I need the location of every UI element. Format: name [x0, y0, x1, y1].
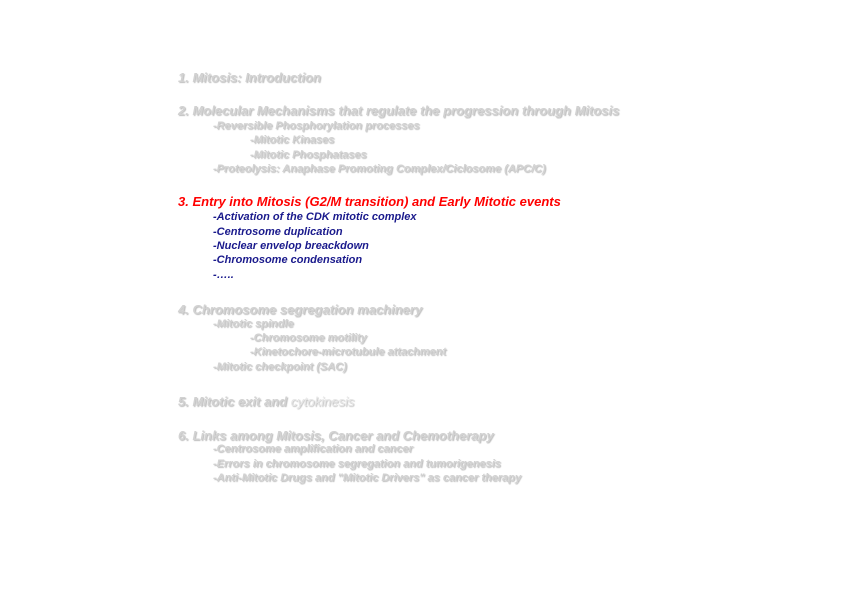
section-2-subitem: -Mitotic Phosphatases	[250, 149, 367, 161]
section-6-heading: 6. Links among Mitosis, Cancer and Chemotherapy	[178, 428, 494, 443]
section-4-heading: 4. Chromosome segregation machinery	[178, 302, 423, 317]
section-3-heading: 3. Entry into Mitosis (G2/M transition) and Early Mitotic events	[178, 194, 561, 209]
section-5-heading-text: 5. Mitotic exit and	[178, 394, 291, 409]
section-4-item: -Mitotic checkpoint (SAC)	[213, 361, 347, 373]
section-3-item: -Centrosome duplication	[213, 226, 343, 238]
section-1-heading: 1. Mitosis: Introduction	[178, 70, 321, 85]
section-2-item: -Reversible Phosphorylation processes	[213, 120, 420, 132]
section-4-subitem: -Kinetochore-microtubule attachment	[250, 346, 447, 358]
section-6-item: -Errors in chromosome segregation and tumorigenesis	[213, 458, 501, 470]
section-3-item: -Activation of the CDK mitotic complex	[213, 211, 417, 223]
section-2-item: -Proteolysis: Anaphase Promoting Complex/Ciclosome (APC/C)	[213, 163, 546, 175]
section-3-item: -Chromosome condensation	[213, 254, 363, 266]
section-5-heading	[178, 394, 354, 409]
section-3-item: -…..	[213, 269, 234, 281]
section-4-subitem: -Chromosome motility	[250, 332, 367, 344]
section-2-subitem: -Mitotic Kinases	[250, 134, 335, 146]
section-6-item: -Anti-Mitotic Drugs and "Mitotic Drivers" as cancer therapy	[213, 472, 522, 484]
section-6-item: -Centrosome amplification and cancer	[213, 443, 413, 455]
section-4-item: -Mitotic spindle	[213, 318, 294, 330]
section-5-heading-cytokinesis: cytokinesis	[290, 394, 355, 409]
section-2-heading: 2. Molecular Mechanisms that regulate the progression through Mitosis	[178, 103, 620, 118]
section-3-item: -Nuclear envelop breackdown	[213, 240, 369, 252]
